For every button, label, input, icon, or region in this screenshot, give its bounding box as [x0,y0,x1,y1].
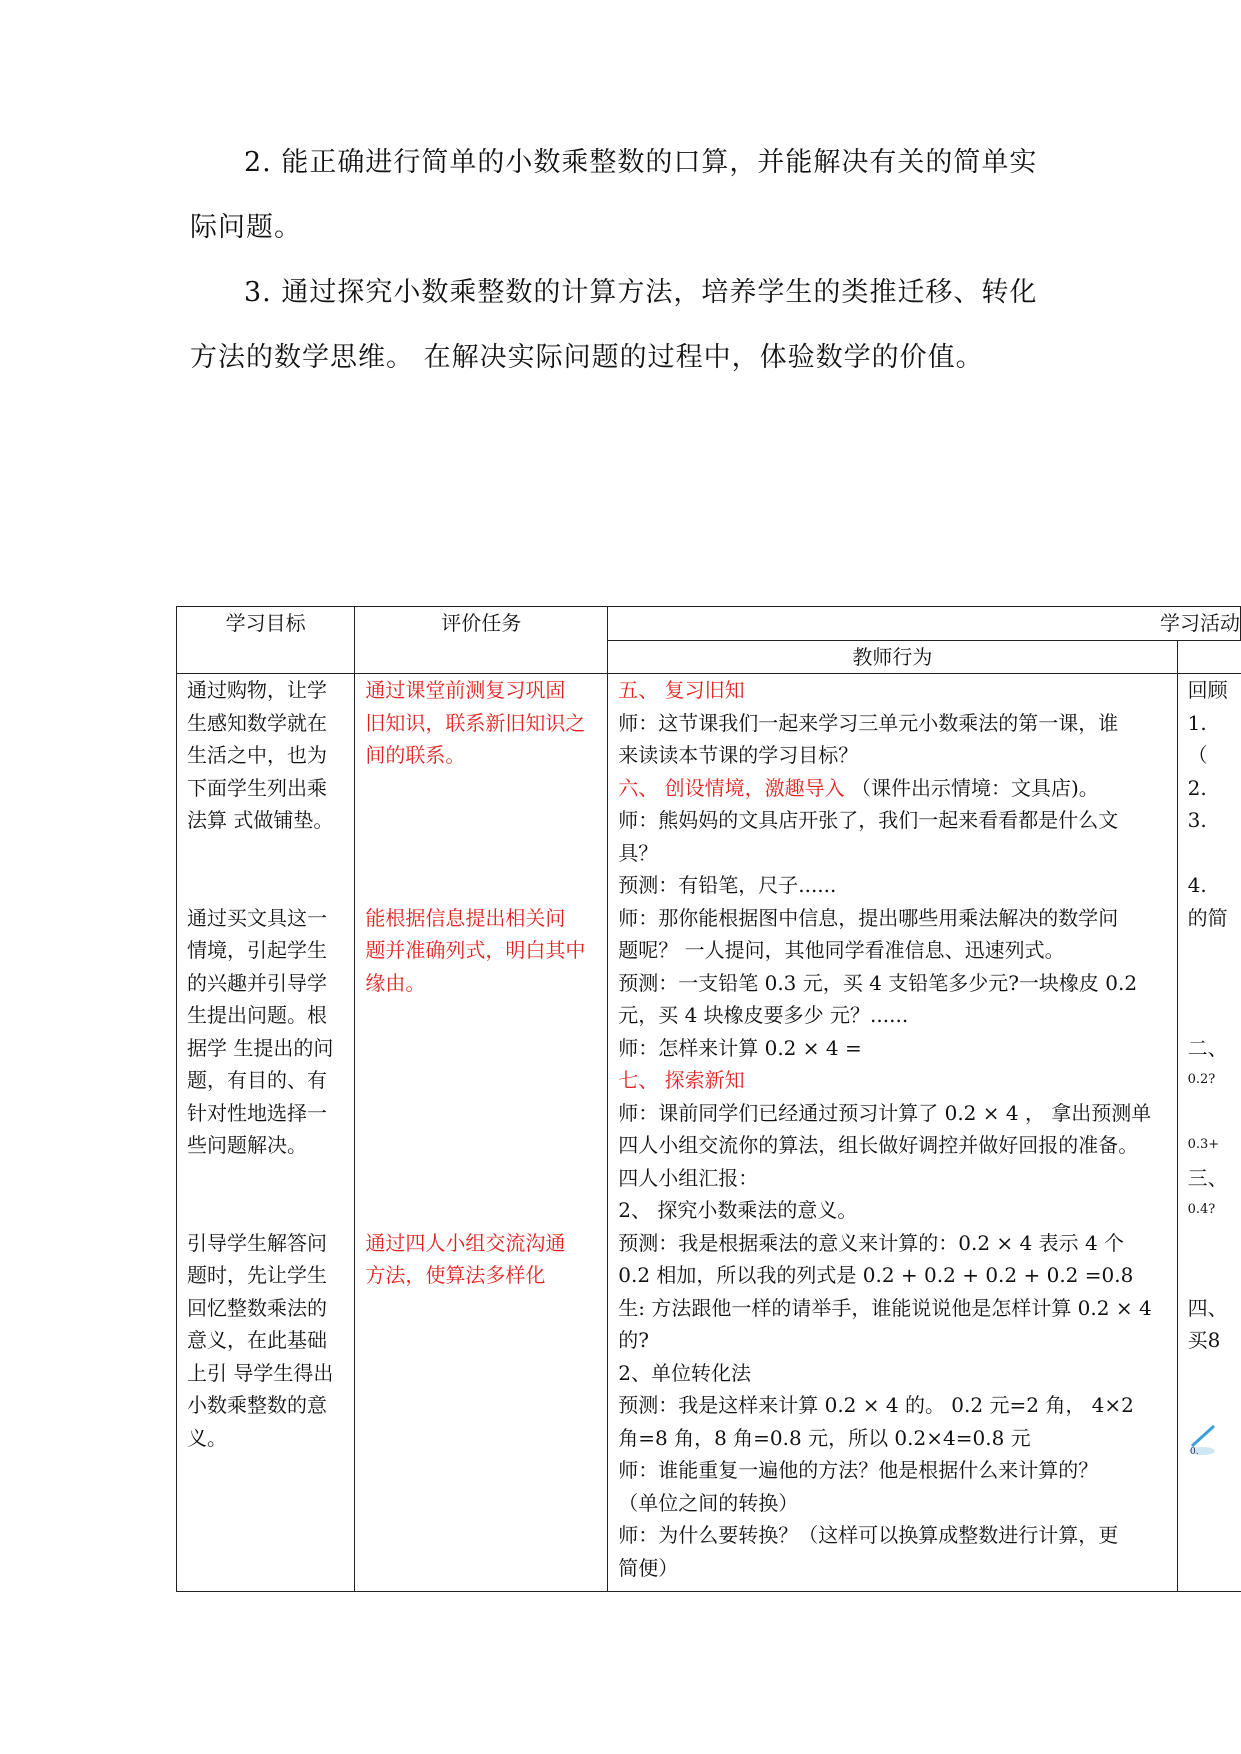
goal-line: 义。 [187,1425,227,1450]
teacher-line: 生: 方法跟他一样的请举手，谁能说说他是怎样计算 0.2 × 4 [618,1295,1152,1320]
goal-line: 通过买文具这一 [187,905,327,930]
student-line [1188,967,1241,1000]
teacher-line: 四人小组交流你的算法，组长做好调控并做好回报的准备。 [618,1133,1139,1157]
teacher-line: 预测：有铅笔，尺子...... [618,873,837,897]
header-task: 评价任务 [355,607,608,674]
goal-line: 题时，先让学生 [187,1263,327,1287]
goal-line: 生提出问题。根 [187,1003,327,1027]
teacher-line: 六、 创设情境，激趣导入 （课件出示情境：文具店)。 [618,775,1099,800]
goal-line [187,869,344,902]
student-line: 3. [1187,808,1207,832]
teacher-line: 0.2 相加，所以我的列式是 0.2 + 0.2 + 0.2 + 0.2 =0.8 [618,1263,1134,1287]
objective-2-line-2: 际问题。 [190,212,302,243]
objective-2 [190,130,1070,260]
task-line [365,837,597,870]
goal-line: 回忆整数乘法的 [187,1295,327,1320]
teacher-line: 具？ [618,840,659,865]
student-line: 买8 [1187,1328,1221,1352]
goal-line [187,837,344,870]
goal-line: 下面学生列出乘 [187,775,327,800]
student-line [1188,1227,1241,1260]
teacher-line: 师：这节课我们一起来学习三单元小数乘法的第一课，谁 [618,710,1119,735]
goal-cell [177,674,355,1592]
header-student [1177,640,1240,674]
goal-line: 生活之中，也为 [187,743,327,767]
objective-3 [190,260,1070,390]
header-goal: 学习目标 [177,607,355,674]
goal-line: 据学 生提出的问 [187,1035,334,1060]
task-line [365,1129,597,1162]
task-line: 间的联系。 [365,743,466,767]
teacher-line: 简便） [618,1555,679,1580]
goal-line: 小数乘整数的意 [187,1393,327,1417]
objective-3-line-1: 3. 通过探究小数乘整数的计算方法，培养学生的类推迁移、转化 [244,277,1038,308]
task-line: 方法，使算法多样化 [365,1263,546,1287]
task-line [365,1194,597,1227]
task-cell [355,674,608,1592]
teacher-line: 角=8 角，8 角=0.8 元，所以 0.2×4=0.8 元 [618,1425,1031,1450]
goal-line [187,1194,344,1227]
task-line [365,999,597,1032]
teacher-line: 预测：一支铅笔 0.3 元，买 4 支铅笔多少元?一块橡皮 0.2 [618,970,1138,995]
goal-line: 针对性地选择一 [187,1100,327,1125]
task-line [365,869,597,902]
task-line: 旧知识，联系新旧知识之 [365,710,586,735]
header-activity: 学习活动 [608,607,1241,641]
goal-line [187,1162,344,1195]
student-line: 四、 [1187,1295,1228,1320]
student-line [1188,999,1241,1032]
teacher-cell [608,674,1177,1592]
task-line [365,1162,597,1195]
teacher-line: 的? [618,1328,649,1352]
teacher-line-note: （课件出示情境：文具店)。 [844,775,1099,800]
task-line [365,1032,597,1065]
task-line [365,1097,597,1130]
teacher-line: 2、 探究小数乘法的意义。 [618,1198,858,1222]
teacher-line: 师：熊妈妈的文具店开张了，我们一起来看看都是什么文 [618,808,1119,832]
student-line: 0.2? [1187,1072,1216,1087]
task-line [365,772,597,805]
student-line: 0.4? [1187,1202,1216,1217]
teacher-line: 2、单位转化法 [618,1360,751,1385]
student-line [1188,1097,1241,1130]
goal-line: 题，有目的、有 [187,1068,327,1092]
teacher-line: 预测：我是根据乘法的意义来计算的：0.2 × 4 表示 4 个 [618,1230,1125,1255]
task-line [365,1064,597,1097]
task-line: 通过四人小组交流沟通 [365,1230,566,1255]
task-line: 缘由。 [365,970,426,995]
teacher-line: 题呢？ 一人提问，其他同学看准信息、迅速列式。 [618,938,1065,962]
teacher-line: 师：那你能根据图中信息，提出哪些用乘法解决的数学问 [618,905,1119,930]
student-line: 回顾 [1187,678,1228,702]
task-line: 能根据信息提出相关问 [365,905,566,930]
teacher-line: 元，买 4 块橡皮要多少 元？...... [618,1003,909,1027]
teacher-line: 四人小组汇报： [618,1165,759,1190]
pencil-image [1188,1422,1218,1456]
lesson-plan-table [176,606,1241,1592]
student-line [1188,934,1241,967]
goal-line: 意义，在此基础 [187,1328,327,1352]
goal-line: 情境，引起学生 [187,938,327,962]
objective-2-line-1: 2. 能正确进行简单的小数乘整数的口算，并能解决有关的简单实 [244,147,1038,178]
teacher-line: 师：为什么要转换？（这样可以换算成整数进行计算，更 [618,1523,1119,1547]
teacher-line: 师：怎样来计算 0.2 × 4 = [618,1035,862,1060]
student-line [1188,1389,1241,1422]
student-line [1188,1259,1241,1292]
student-line: 1. [1187,710,1207,735]
goal-line: 些问题解决。 [187,1133,307,1157]
student-cell [1177,674,1240,1592]
teacher-line: 师：课前同学们已经通过预习计算了 0.2 × 4 ， 拿出预测单 [618,1100,1152,1125]
student-line: 0.3+ [1187,1137,1220,1152]
student-line: 三、 [1187,1165,1228,1190]
goal-line: 生感知数学就在 [187,710,327,735]
teacher-line: （单位之间的转换） [618,1490,799,1515]
teacher-line: 五、 复习旧知 [618,678,745,702]
goal-line: 通过购物，让学 [187,678,327,702]
teacher-line: 预测：我是这样来计算 0.2 × 4 的。 0.2 元=2 角， 4×2 [618,1393,1134,1417]
student-line [1188,837,1241,870]
header-teacher: 教师行为 [608,640,1177,674]
student-line: 4. [1187,873,1207,897]
student-line: 2. [1187,775,1207,800]
student-line: 二、 [1187,1035,1228,1060]
task-line: 题并准确列式，明白其中 [365,938,586,962]
teacher-line: 师：谁能重复一遍他的方法？他是根据什么来计算的？ [618,1458,1099,1482]
task-line [365,804,597,837]
goal-line: 引导学生解答问 [187,1230,327,1255]
student-line: 的简 [1187,905,1228,930]
goal-line: 法算 式做铺垫。 [187,808,334,832]
student-line [1188,1357,1241,1390]
student-line: （ [1187,743,1208,767]
objective-3-line-2: 方法的数学思维。 在解决实际问题的过程中，体验数学的价值。 [190,342,984,373]
teacher-line: 七、 探索新知 [618,1068,745,1092]
pencil-image-label: 0. [1189,1446,1199,1456]
goal-line: 上引 导学生得出 [187,1360,334,1385]
teacher-line: 来读读本节课的学习目标？ [618,743,859,767]
goal-line: 的兴趣并引导学 [187,970,327,995]
task-line: 通过课堂前测复习巩固 [365,678,566,702]
